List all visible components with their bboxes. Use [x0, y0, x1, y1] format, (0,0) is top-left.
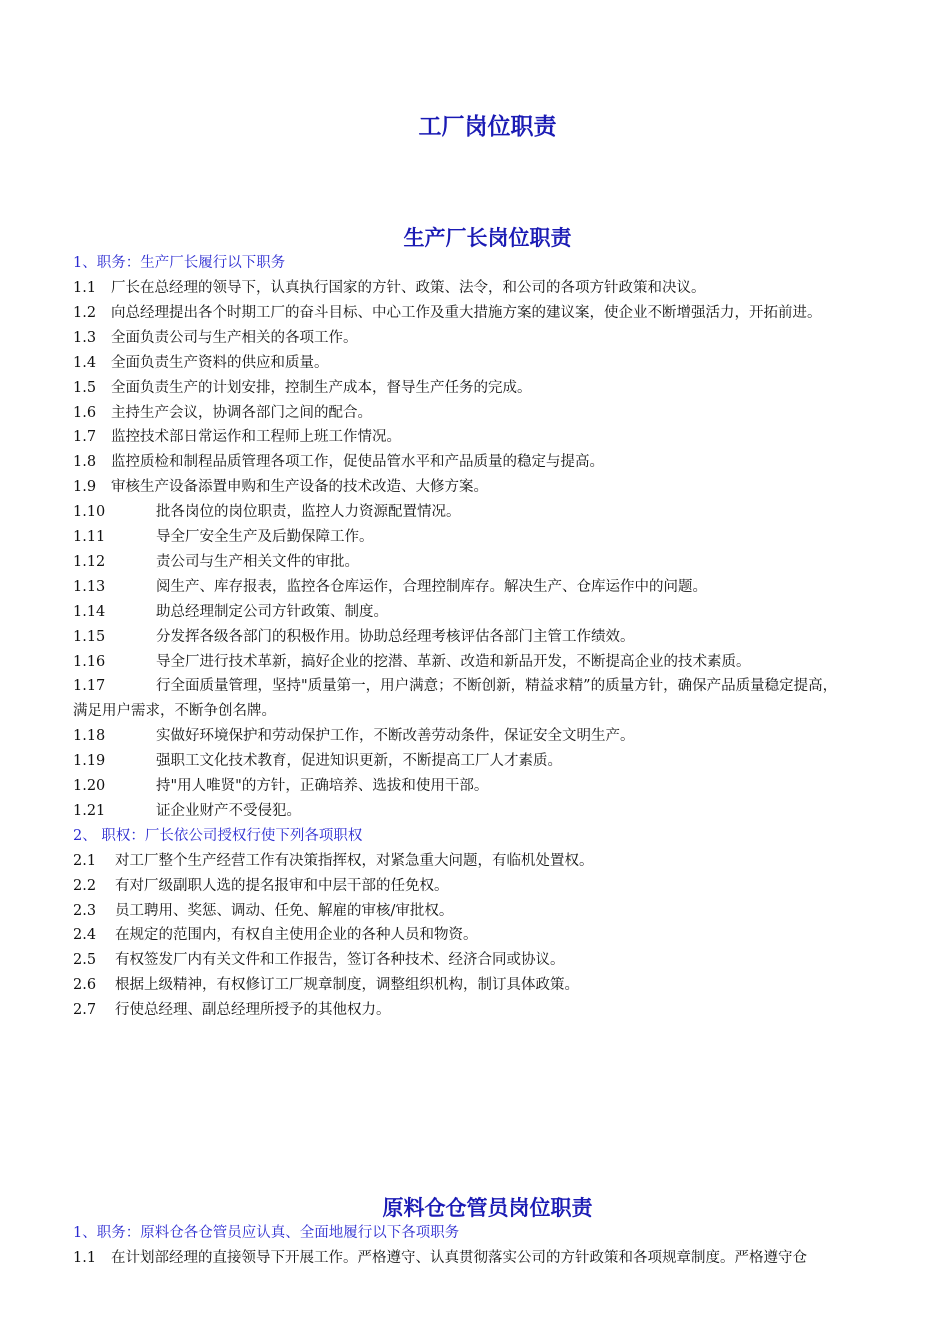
list-item	[73, 973, 579, 994]
item-number: 1.20	[73, 778, 106, 794]
item-text: 员工聘用、奖惩、调动、任免、解雇的审核/审批权。	[115, 902, 454, 919]
item-number: 2.6	[73, 977, 97, 994]
item-text: 对工厂整个生产经营工作有决策指挥权，对紧急重大问题，有临机处置权。	[115, 852, 594, 869]
document-title: 工厂岗位职责	[418, 113, 557, 140]
list-item	[73, 500, 461, 521]
list-item	[73, 376, 532, 397]
list-item	[73, 525, 374, 546]
item-text: 在规定的范围内，有权自主使用企业的各种人员和物资。	[115, 927, 478, 944]
item-number: 1.10	[73, 504, 106, 521]
list-item	[73, 600, 388, 621]
list-item	[73, 674, 837, 695]
item-number: 2.2	[73, 877, 97, 894]
item-number: 1.18	[73, 728, 106, 745]
item-text: 行全面质量管理，坚持"质量第一，用户满意；不断创新，精益求精”的质量方针，确保产品质量稳定提高，	[156, 678, 838, 695]
list-item	[73, 724, 635, 745]
item-text: 责公司与生产相关文件的审批。	[156, 553, 359, 570]
item-number: 2.3	[73, 902, 97, 919]
item-number: 1.6	[73, 404, 97, 421]
item-number: 2.4	[73, 927, 97, 944]
item-number: 1.16	[73, 653, 106, 670]
item-text: 监控技术部日常运作和工程师上班工作情况。	[111, 429, 401, 446]
item-number: 1.9	[73, 479, 97, 496]
list-item	[73, 799, 301, 820]
item-text: 向总经理提出各个时期工厂的奋斗目标、中心工作及重大措施方案的建议案，使企业不断增强活力，开拓前进。	[111, 304, 822, 321]
item-text: 行使总经理、副总经理所授予的其他权力。	[115, 1002, 391, 1019]
item-text: 强职工文化技术教育，促进知识更新，不断提高工厂人才素质。	[156, 753, 562, 770]
item-text: 全面负责公司与生产相关的各项工作。	[111, 329, 358, 346]
list-item	[73, 401, 372, 422]
item-number: 2.5	[73, 952, 97, 969]
item-text: 分发挥各级各部门的积极作用。协助总经理考核评估各部门主管工作绩效。	[156, 628, 635, 645]
item-text: 全面负责生产资料的供应和质量。	[111, 354, 329, 371]
duties-heading: 1、职务：生产厂长履行以下职务	[73, 255, 286, 271]
item-text: 导全厂进行技术革新，搞好企业的挖潜、革新、改造和新品开发，不断提高企业的技术素质。	[156, 653, 751, 670]
list-item	[73, 301, 822, 322]
item-number: 1.12	[73, 553, 106, 570]
list-item	[73, 625, 635, 646]
item-number: 1.21	[73, 802, 106, 819]
item-number: 1.1	[73, 280, 97, 296]
list-item	[73, 774, 488, 795]
item-text: 根据上级精神，有权修订工厂规章制度，调整组织机构，制订具体政策。	[115, 977, 579, 994]
list-item	[73, 923, 478, 944]
item-text: 阅生产、库存报表，监控各仓库运作，合理控制库存。解决生产、仓库运作中的问题。	[156, 578, 707, 595]
item-number: 1.1	[73, 1250, 97, 1266]
item-number: 1.15	[73, 628, 106, 645]
list-item	[73, 849, 594, 870]
list-item	[73, 326, 358, 347]
item-number: 1.3	[73, 329, 97, 346]
item-number: 1.5	[73, 379, 97, 396]
list-item	[73, 475, 488, 496]
item-text: 批各岗位的岗位职责，监控人力资源配置情况。	[156, 504, 461, 521]
section-title-production-manager: 生产厂长岗位职责	[403, 225, 572, 250]
item-number: 1.17	[73, 678, 106, 695]
powers-heading: 2、 职权：厂长依公司授权行使下列各项职权	[73, 827, 363, 844]
item-text: 导全厂安全生产及后勤保障工作。	[156, 529, 374, 545]
item-number: 2.7	[73, 1002, 97, 1019]
item-number: 1.8	[73, 454, 97, 471]
list-item	[73, 650, 751, 671]
item-number: 1.7	[73, 429, 97, 446]
item-text: 证企业财产不受侵犯。	[156, 802, 301, 819]
list-item	[73, 575, 707, 596]
item-number: 1.13	[73, 578, 106, 595]
list-item	[73, 351, 329, 372]
list-item	[73, 948, 565, 969]
list-item	[73, 425, 401, 446]
list-item	[73, 550, 359, 571]
item-number: 2.1	[73, 852, 97, 869]
item-text: 监控质检和制程品质管理各项工作，促使品管水平和产品质量的稳定与提高。	[111, 454, 604, 471]
item-number: 1.14	[73, 603, 106, 620]
item-text: 助总经理制定公司方针政策、制度。	[156, 603, 388, 620]
item-text: 审核生产设备添置申购和生产设备的技术改造、大修方案。	[111, 479, 488, 496]
section-title-warehouse-keeper: 原料仓仓管员岗位职责	[382, 1195, 593, 1220]
item-text: 有权签发厂内有关文件和工作报告，签订各种技术、经济合同或协议。	[115, 952, 565, 969]
item-text: 厂长在总经理的领导下，认真执行国家的方针、政策、法令，和公司的各项方针政策和决议。	[111, 280, 706, 296]
list-item	[73, 749, 562, 770]
item-number: 1.19	[73, 753, 106, 770]
item-text: 实做好环境保护和劳动保护工作，不断改善劳动条件，保证安全文明生产。	[156, 728, 635, 745]
item-text-continued: 满足用户需求，不断争创名牌。	[73, 703, 276, 720]
item-number: 1.4	[73, 354, 97, 371]
list-item	[73, 874, 449, 895]
item-text: 主持生产会议，协调各部门之间的配合。	[111, 404, 372, 421]
item-text: 持"用人唯贤"的方针，正确培养、选拔和使用干部。	[156, 778, 489, 794]
list-item	[73, 1246, 807, 1267]
item-text: 在计划部经理的直接领导下开展工作。严格遵守、认真贯彻落实公司的方针政策和各项规章制度。严格遵守仓	[111, 1250, 807, 1266]
item-number: 1.2	[73, 304, 97, 321]
item-number: 1.11	[73, 529, 106, 545]
warehouse-duties-heading: 1、职务：原料仓各仓管员应认真、全面地履行以下各项职务	[73, 1225, 460, 1241]
item-text: 有对厂级副职人选的提名报审和中层干部的任免权。	[115, 877, 449, 894]
list-item	[73, 899, 453, 920]
item-text: 全面负责生产的计划安排，控制生产成本，督导生产任务的完成。	[111, 379, 532, 396]
list-item	[73, 450, 604, 471]
list-item	[73, 276, 706, 297]
list-item	[73, 998, 391, 1019]
